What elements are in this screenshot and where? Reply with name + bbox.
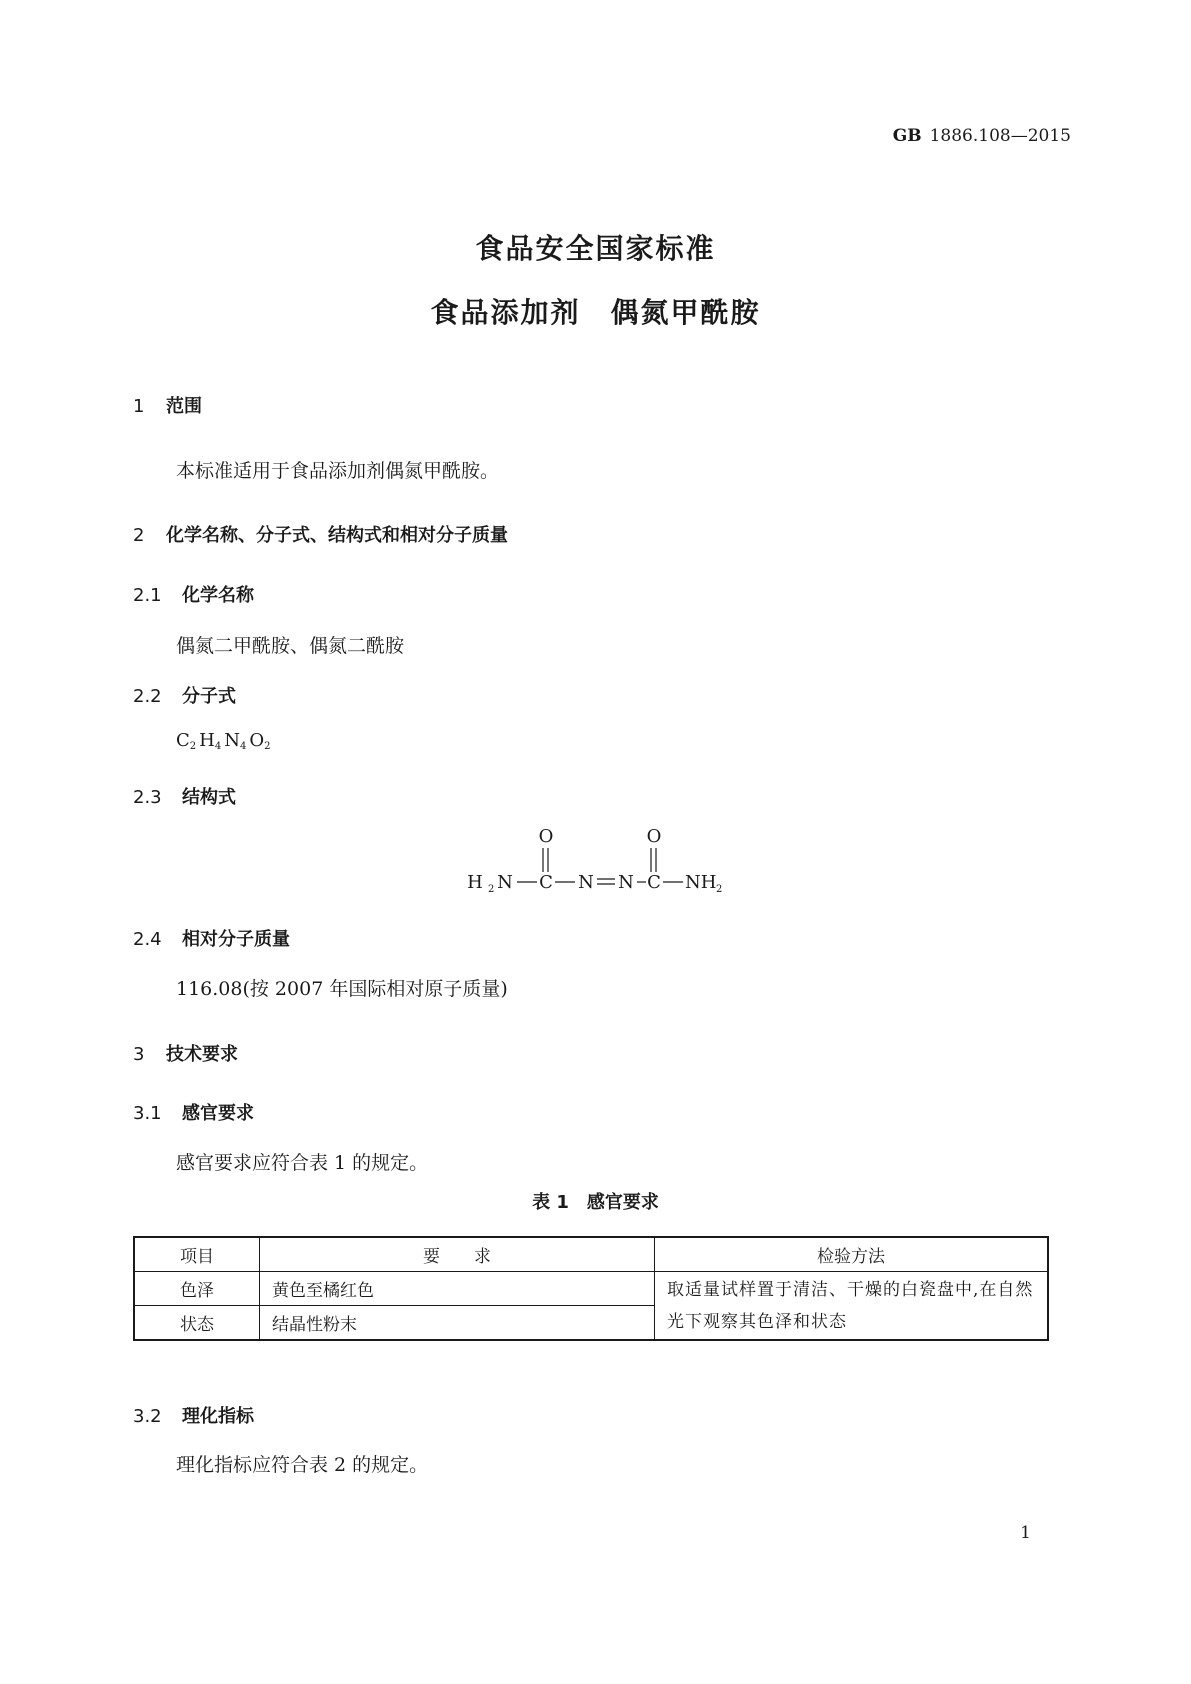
formula-element: H [199,730,215,751]
formula-subscript: 2 [264,741,271,752]
oxygen-left: O [538,826,554,847]
standard-prefix: GB [892,126,922,146]
atom-n: N [618,872,634,893]
section-number: 2.4 [133,929,162,950]
structural-formula [466,820,736,900]
section-title: 化学名称、分子式、结构式和相对分子质量 [166,525,508,546]
formula-element: C [176,730,190,751]
section-2-2-heading [133,682,236,708]
section-title: 范围 [166,396,202,417]
atom-subscript: 2 [488,884,495,895]
document-subtitle: 食品添加剂 偶氮甲酰胺 [430,296,761,329]
table-row [134,1272,1048,1306]
chemical-name: 偶氮二甲酰胺、偶氮二酰胺 [176,635,405,657]
atom-n: N [578,872,594,893]
atom-nh: NH [685,872,717,893]
section-3-1-body: 感官要求应符合表 1 的规定。 [176,1152,429,1174]
header-method: 检验方法 [655,1237,1049,1272]
header-requirement: 要 求 [260,1237,655,1272]
method-line: 取适量试样置于清洁、干燥的白瓷盘中,在自然 [667,1279,1034,1300]
section-3-2-body: 理化指标应符合表 2 的规定。 [176,1454,429,1476]
document-title: 食品安全国家标准 [475,232,716,265]
section-title: 感官要求 [182,1103,254,1124]
oxygen-right: O [646,826,662,847]
standard-code [893,126,1071,146]
section-2-heading [133,521,508,547]
formula-element: N [224,730,240,751]
section-title: 化学名称 [182,585,254,606]
section-2-3-heading [133,783,236,809]
atom-c: C [539,872,553,893]
formula-subscript: 4 [214,741,222,752]
formula-subscript: 4 [239,741,247,752]
section-number: 2.3 [133,787,162,808]
row-item: 状态 [134,1306,260,1341]
section-title: 理化指标 [182,1406,254,1427]
method-line: 光下观察其色泽和状态 [667,1311,847,1332]
row-requirement: 结晶性粉末 [260,1306,655,1341]
formula-subscript: 2 [189,741,197,752]
section-1-heading [133,392,202,418]
page-number: 1 [1020,1523,1031,1543]
table-header-row [134,1237,1048,1272]
table-1-caption: 表 1 感官要求 [532,1192,659,1213]
section-3-1-heading [133,1099,254,1125]
atom-subscript: 2 [716,884,723,895]
section-2-4-heading [133,925,290,951]
section-title: 结构式 [182,787,236,808]
section-title: 相对分子质量 [182,929,290,950]
molecular-formula [176,730,274,752]
section-number: 2 [133,525,145,546]
section-number: 2.1 [133,585,162,606]
section-number: 1 [133,396,145,417]
sensory-requirements-table [133,1236,1049,1341]
section-number: 2.2 [133,686,162,707]
header-item: 项目 [134,1237,260,1272]
section-3-2-heading [133,1402,254,1428]
test-method [655,1272,1049,1341]
atom-n: N [497,872,513,893]
row-item: 色泽 [134,1272,260,1306]
molecular-mass: 116.08(按 2007 年国际相对原子质量) [176,978,508,1000]
standard-number: 1886.108—2015 [929,126,1071,146]
section-number: 3.1 [133,1103,162,1124]
section-2-1-heading [133,581,254,607]
atom-c: C [647,872,661,893]
section-title: 技术要求 [166,1044,238,1065]
row-requirement: 黄色至橘红色 [260,1272,655,1306]
section-3-heading [133,1040,238,1066]
section-1-body: 本标准适用于食品添加剂偶氮甲酰胺。 [176,460,500,482]
section-title: 分子式 [182,686,236,707]
formula-element: O [249,730,265,751]
atom-h: H [467,872,483,893]
section-number: 3.2 [133,1406,162,1427]
section-number: 3 [133,1044,145,1065]
